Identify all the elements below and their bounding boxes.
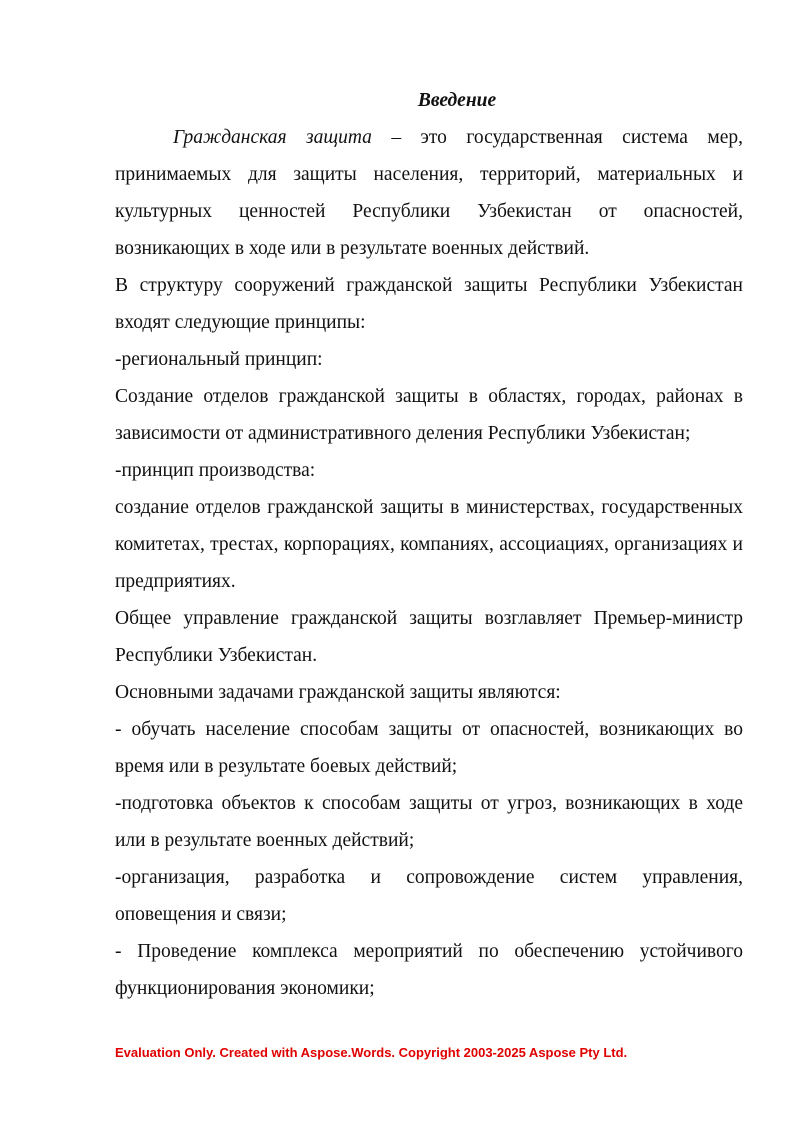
evaluation-watermark: Evaluation Only. Created with Aspose.Words. Copyright 2003-2025 Aspose Pty Ltd. — [115, 1045, 628, 1060]
paragraph-general-management: Общее управление гражданской защиты возглавляет Премьер-министр Республики Узбекистан. — [115, 608, 743, 666]
intro-term: Гражданская защита — [173, 127, 372, 148]
paragraph-regional-principle: -региональный принцип: — [115, 349, 323, 370]
intro-text: – это государственная система мер, принимаемых для защиты населения, территорий, материальных и культурных ценностей Республики Узбекистан от опасностей, возникающих в ходе или в результате военных действий. — [115, 127, 744, 259]
intro-paragraph — [115, 119, 743, 267]
list-item-economy: - Проведение комплекса мероприятий по обеспечению устойчивого функционирования экономики; — [115, 941, 743, 999]
paragraph-production-principle: -принцип производства: — [115, 460, 316, 481]
paragraph-main-tasks: Основными задачами гражданской защиты являются: — [115, 682, 561, 703]
document-body — [115, 82, 743, 1007]
list-item-objects: -подготовка объектов к способам защиты от угроз, возникающих в ходе или в результате военных действий; — [115, 793, 743, 851]
list-item-systems: -организация, разработка и сопровождение систем управления, оповещения и связи; — [115, 867, 743, 925]
document-title: Введение — [417, 90, 497, 111]
list-item-training: - обучать население способам защиты от опасностей, возникающих во время или в результате боевых действий; — [115, 719, 743, 777]
paragraph-regional-detail: Создание отделов гражданской защиты в областях, городах, районах в зависимости от административного деления Республики Узбекистан; — [115, 386, 743, 444]
paragraph-structure: В структуру сооружений гражданской защиты Республики Узбекистан входят следующие принципы: — [115, 275, 743, 333]
paragraph-production-detail: создание отделов гражданской защиты в министерствах, государственных комитетах, трестах, корпорациях, компаниях, ассоциациях, организациях и предприятиях. — [115, 497, 743, 592]
